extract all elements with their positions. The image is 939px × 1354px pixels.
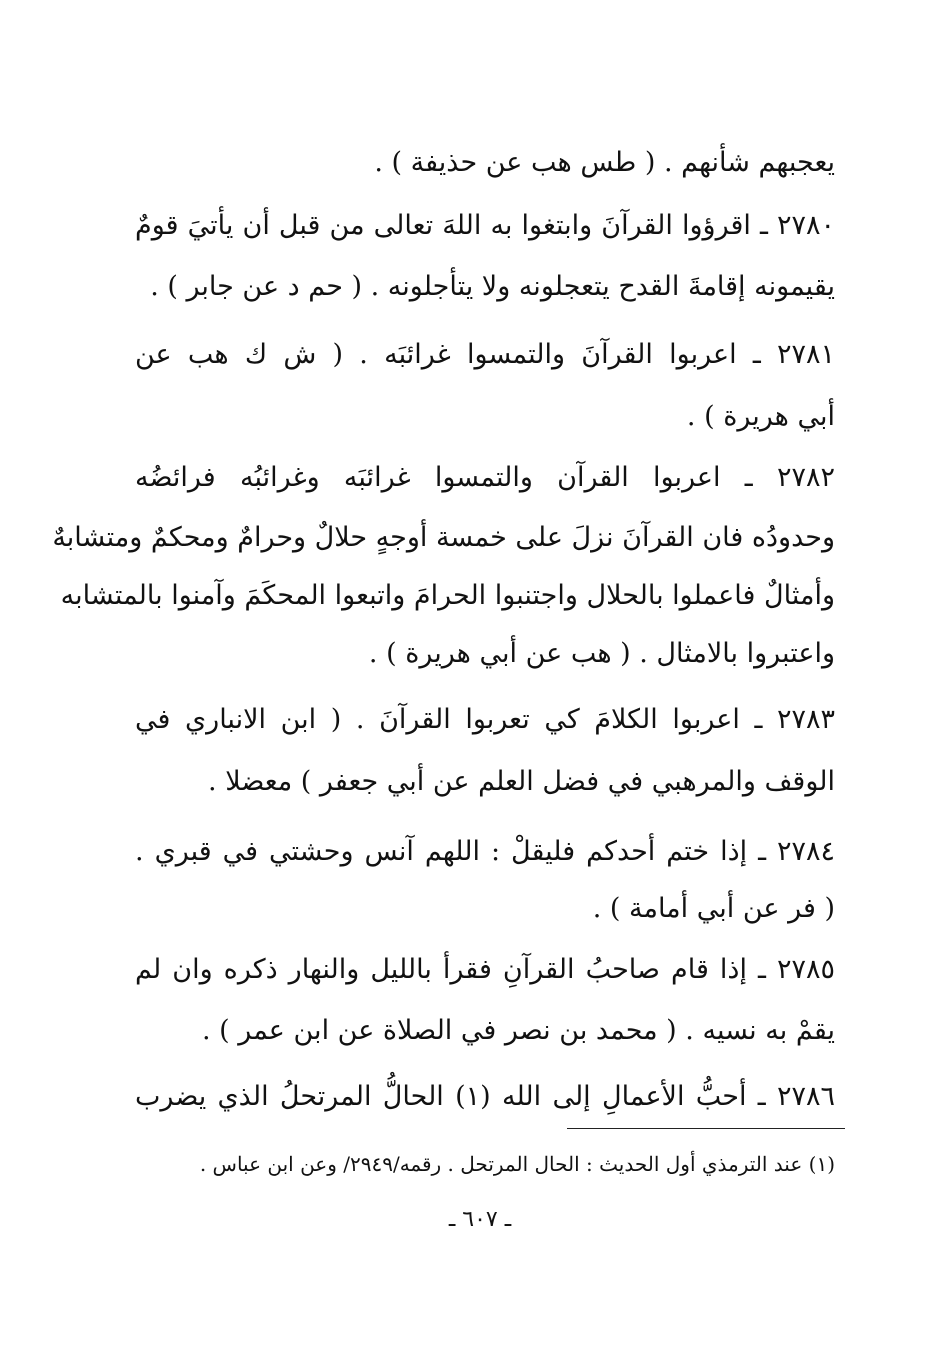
- text-line-13: ( فر عن أبي أمامة ) .: [592, 893, 835, 924]
- text-line-4: ٢٧٨١ ـ اعربوا القرآنَ والتمسوا غرائبَه . ( ش ك هب عن: [135, 339, 835, 370]
- text-line-1: يعجبهم شأنهم . ( طس هب عن حذيفة ) .: [374, 147, 835, 178]
- text-line-14: ٢٧٨٥ ـ إذا قام صاحبُ القرآنِ فقرأ بالليل والنهار ذكره وان لم: [135, 954, 835, 985]
- footnote: (١) عند الترمذي أول الحديث : الحال المرتحل . رقمه/٢٩٤٩/ وعن ابن عباس .: [199, 1152, 835, 1176]
- text-line-3: يقيمونه إقامةَ القدح يتعجلونه ولا يتأجلونه . ( حم د عن جابر ) .: [150, 271, 835, 302]
- footnote-divider: [567, 1128, 845, 1129]
- text-line-10: ٢٧٨٣ ـ اعربوا الكلامَ كي تعربوا القرآنَ . ( ابن الانباري في: [135, 704, 835, 735]
- text-line-6: ٢٧٨٢ ـ اعربوا القرآن والتمسوا غرائبَه وغرائبُه فرائضُه: [135, 462, 835, 493]
- page-number: ـ ٦٠٧ ـ: [448, 1207, 512, 1232]
- text-line-2: ٢٧٨٠ ـ اقرؤوا القرآنَ وابتغوا به اللهَ تعالى من قبل أن يأتيَ قومٌ: [135, 210, 835, 241]
- text-line-16: ٢٧٨٦ ـ أحبُّ الأعمالِ إلى الله (١) الحالُّ المرتحلُ الذي يضرب: [135, 1081, 835, 1112]
- text-line-5: أبي هريرة ) .: [686, 401, 835, 432]
- text-line-11: الوقف والمرهبي في فضل العلم عن أبي جعفر ) معضلا .: [208, 766, 835, 797]
- text-line-7: وحدودُه فان القرآنَ نزلَ على خمسة أوجهٍ حلالٌ وحرامٌ ومحكمٌ ومتشابهٌ: [52, 522, 835, 553]
- text-line-12: ٢٧٨٤ ـ إذا ختم أحدكم فليقلْ : اللهم آنس وحشتي في قبري .: [135, 836, 835, 867]
- text-line-9: واعتبروا بالامثال . ( هب عن أبي هريرة ) .: [368, 638, 835, 669]
- text-line-8: وأمثالٌ فاعملوا بالحلال واجتنبوا الحرامَ واتبعوا المحكَمَ وآمنوا بالمتشابه: [60, 580, 835, 611]
- text-line-15: يقمْ به نسيه . ( محمد بن نصر في الصلاة عن ابن عمر ) .: [202, 1015, 835, 1046]
